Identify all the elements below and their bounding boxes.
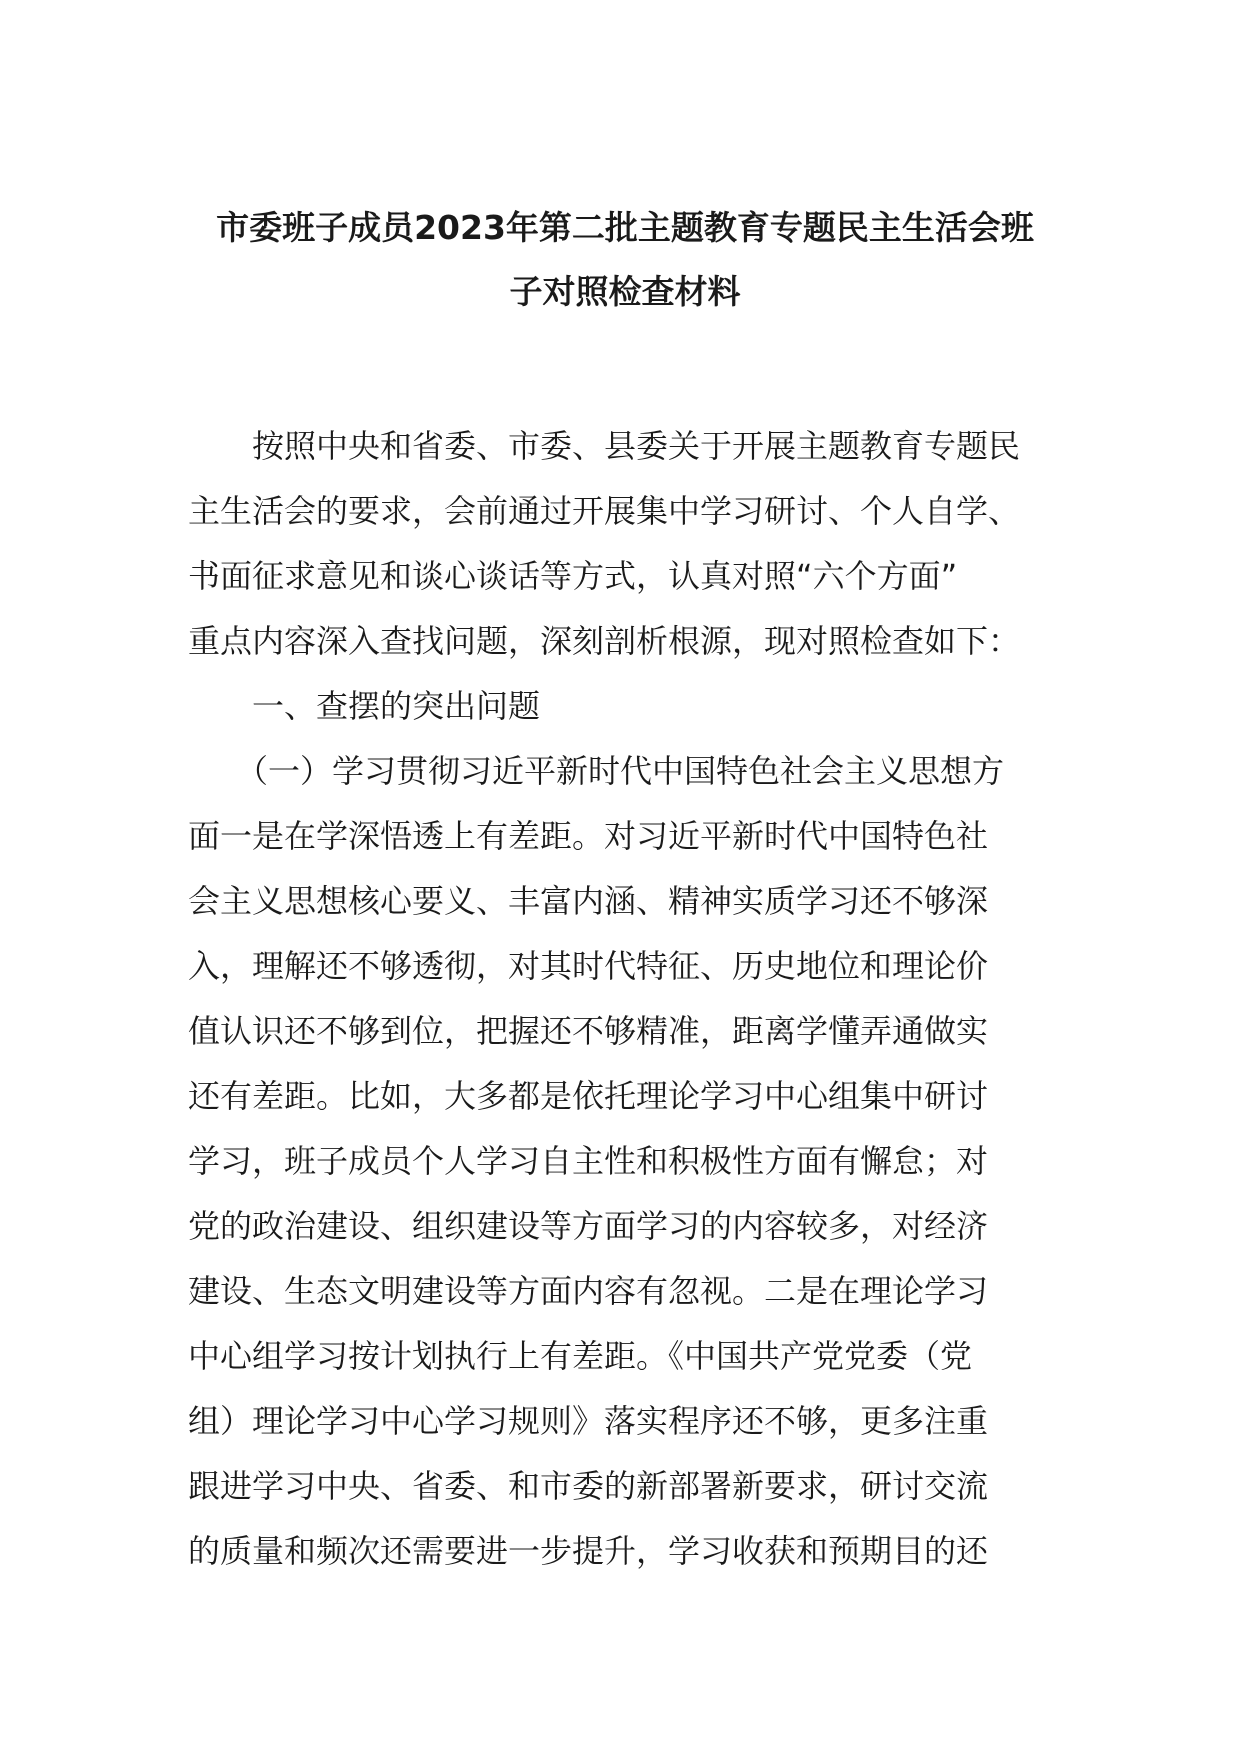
title-line: 子对照检查材料: [509, 272, 741, 311]
document-body: [188, 414, 1068, 1584]
body-line: 会主义思想核心要义、丰富内涵、精神实质学习还不够深: [188, 882, 989, 920]
body-line: 面一是在学深悟透上有差距。对习近平新时代中国特色社: [188, 817, 989, 855]
body-line: 值认识还不够到位，把握还不够精准，距离学懂弄通做实: [188, 1012, 989, 1050]
body-line: 党的政治建设、组织建设等方面学习的内容较多，对经济: [188, 1207, 989, 1245]
title-line: 市委班子成员2023年第二批主题教育专题民主生活会班: [216, 208, 1034, 247]
body-line: 书面征求意见和谈心谈话等方式，认真对照“六个方面”: [188, 557, 958, 595]
body-line: 主生活会的要求，会前通过开展集中学习研讨、个人自学、: [188, 492, 1021, 530]
body-line: 组）理论学习中心学习规则》落实程序还不够，更多注重: [188, 1402, 989, 1440]
body-line: 入，理解还不够透彻，对其时代特征、历史地位和理论价: [188, 947, 989, 985]
body-line: 的质量和频次还需要进一步提升，学习收获和预期目的还: [188, 1532, 989, 1570]
subsection-heading: （一）学习贯彻习近平新时代中国特色社会主义思想方: [188, 752, 1005, 790]
body-line: 中心组学习按计划执行上有差距。《中国共产党党委（党: [188, 1337, 973, 1375]
body-line: 跟进学习中央、省委、和市委的新部署新要求，研讨交流: [188, 1467, 989, 1505]
body-line: 还有差距。比如，大多都是依托理论学习中心组集中研讨: [188, 1077, 989, 1115]
body-line: 按照中央和省委、市委、县委关于开展主题教育专题民: [188, 427, 1021, 465]
body-line: 学习，班子成员个人学习自主性和积极性方面有懈怠；对: [188, 1142, 989, 1180]
section-heading: 一、查摆的突出问题: [188, 687, 541, 725]
body-line: 建设、生态文明建设等方面内容有忽视。二是在理论学习: [188, 1272, 989, 1310]
body-line: 重点内容深入查找问题，深刻剖析根源，现对照检查如下：: [188, 622, 1021, 660]
document-title: [190, 196, 1060, 324]
